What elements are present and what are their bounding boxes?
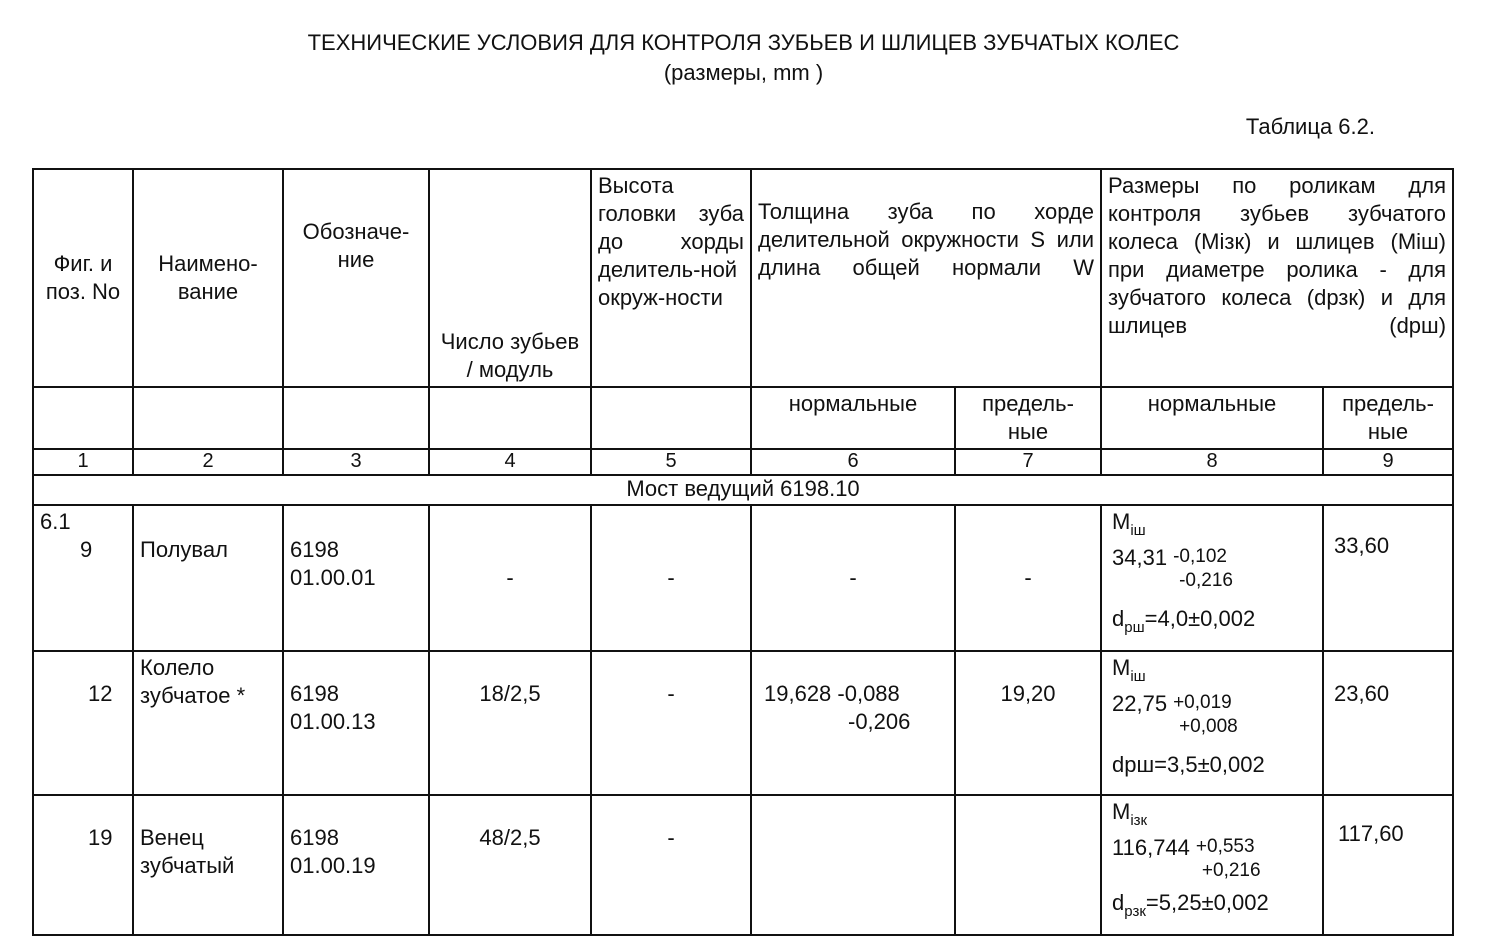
col-number: 2: [133, 449, 283, 475]
header-col2: Наимено-вание: [133, 169, 283, 387]
subheader-row: [33, 387, 1453, 449]
header-col8-9: Размеры по роликам для контроля зубьев зубчатого колеса (Мізк) и шлицев (Міш) при диаметре ролика - для зубчатого колеса (dрзк) и для шлицев (dрш): [1101, 169, 1453, 387]
subheader-empty-5: [591, 387, 751, 449]
header-col3: Обозначе-ние: [283, 169, 429, 387]
m-tolerance: -0,102 -0,216: [1173, 546, 1233, 591]
thickness-limit-cell: [955, 795, 1101, 935]
column-numbers-row: [33, 449, 1453, 475]
m-value-line: [1112, 691, 1316, 739]
code-line-1: 6198: [290, 537, 339, 562]
col-number: 8: [1101, 449, 1323, 475]
code-line-1: 6198: [290, 681, 339, 706]
col-number: 6: [751, 449, 955, 475]
section-row: [33, 475, 1453, 505]
col-number: 4: [429, 449, 591, 475]
m-value-line: [1112, 835, 1316, 883]
table-row: [33, 795, 1453, 935]
teeth-module-cell: -: [429, 505, 591, 651]
code-cell: [283, 505, 429, 651]
code-cell: [283, 795, 429, 935]
roller-normal-cell: [1101, 651, 1323, 795]
col-number: 1: [33, 449, 133, 475]
subheader-empty-1: [33, 387, 133, 449]
thickness-normal-cell: [751, 651, 955, 795]
name-cell: Полувал: [133, 505, 283, 651]
name-cell: [133, 795, 283, 935]
m-value-line: [1112, 545, 1316, 593]
thickness-normal-cell: [751, 795, 955, 935]
subheader-col6: нормальные: [751, 387, 955, 449]
thickness-value: 19,628 -0,088: [764, 681, 900, 706]
pos-number: 9: [80, 537, 93, 562]
roller-normal-cell: [1101, 505, 1323, 651]
m-symbol: $М_{іш}$: [1112, 655, 1146, 685]
code-line-2: 01.00.19: [290, 853, 376, 878]
subheader-col7: предель-ные: [955, 387, 1101, 449]
d-roller-line: $d_{рш}=4,0\pm 0,002$: [1112, 606, 1256, 636]
col-number: 9: [1323, 449, 1453, 475]
m-value: 116,744: [1112, 835, 1190, 860]
header-col6-7: Толщина зуба по хорде делительной окружности S или длина общей нормали W: [751, 169, 1101, 387]
roller-limit-cell: 33,60: [1323, 505, 1453, 651]
section-title: Мост ведущий 6198.10: [33, 475, 1453, 505]
teeth-module-cell: 18/2,5: [429, 651, 591, 795]
header-col5: Высота головки зуба до хорды делитель-ной окруж-ности: [591, 169, 751, 387]
roller-limit-cell: 23,60: [1323, 651, 1453, 795]
document-title: [0, 28, 1487, 88]
thickness-limit-cell: -: [955, 505, 1101, 651]
code-line-2: 01.00.13: [290, 709, 376, 734]
header-row: [33, 169, 1453, 387]
thickness-tolerance-lower: -0,206: [848, 709, 911, 734]
m-value: 34,31: [1112, 545, 1168, 570]
subheader-col9: предель-ные: [1323, 387, 1453, 449]
m-symbol: $М_{ізк}$: [1112, 799, 1148, 829]
header-col1: Фиг. и поз. No: [33, 169, 133, 387]
title-line-2: (размеры, mm ): [663, 60, 824, 85]
spec-table: [32, 168, 1454, 936]
subheader-empty-4: [429, 387, 591, 449]
name-cell: Колело зубчатое *: [133, 651, 283, 795]
roller-normal-cell: [1101, 795, 1323, 935]
fig-pos-cell: [33, 505, 133, 651]
subheader-empty-3: [283, 387, 429, 449]
head-height-cell: -: [591, 651, 751, 795]
subheader-col8: нормальные: [1101, 387, 1323, 449]
m-tolerance: +0,553 +0,216: [1195, 836, 1261, 881]
thickness-normal-cell: -: [751, 505, 955, 651]
subheader-empty-2: [133, 387, 283, 449]
table-label: Таблица 6.2.: [1245, 114, 1375, 139]
col-number: 5: [591, 449, 751, 475]
fig-number: 6.1: [40, 509, 71, 534]
pos-number: 12: [33, 651, 133, 795]
header-col4: Число зубьев / модуль: [429, 169, 591, 387]
table-row: [33, 505, 1453, 651]
m-value: 22,75: [1112, 691, 1168, 716]
name-line-1: Венец: [140, 825, 204, 850]
title-line-1: ТЕХНИЧЕСКИЕ УСЛОВИЯ ДЛЯ КОНТРОЛЯ ЗУБЬЕВ И ШЛИЦЕВ ЗУБЧАТЫХ КОЛЕС: [307, 30, 1180, 55]
col-number: 7: [955, 449, 1101, 475]
m-tolerance: +0,019 +0,008: [1173, 692, 1238, 737]
roller-limit-cell: 117,60: [1323, 795, 1453, 935]
thickness-limit-cell: 19,20: [955, 651, 1101, 795]
head-height-cell: -: [591, 505, 751, 651]
d-roller-line: $d_{рзк}=5,25\pm 0,002$: [1112, 890, 1269, 920]
teeth-module-cell: 48/2,5: [429, 795, 591, 935]
table-row: [33, 651, 1453, 795]
col-number: 3: [283, 449, 429, 475]
code-cell: [283, 651, 429, 795]
d-roller-line: dрш=3,5±0,002: [1112, 752, 1265, 777]
code-line-2: 01.00.01: [290, 565, 376, 590]
name-line-2: зубчатый: [140, 853, 235, 878]
pos-number: 19: [33, 795, 133, 935]
code-line-1: 6198: [290, 825, 339, 850]
m-symbol: $М_{іш}$: [1112, 509, 1146, 539]
head-height-cell: -: [591, 795, 751, 935]
